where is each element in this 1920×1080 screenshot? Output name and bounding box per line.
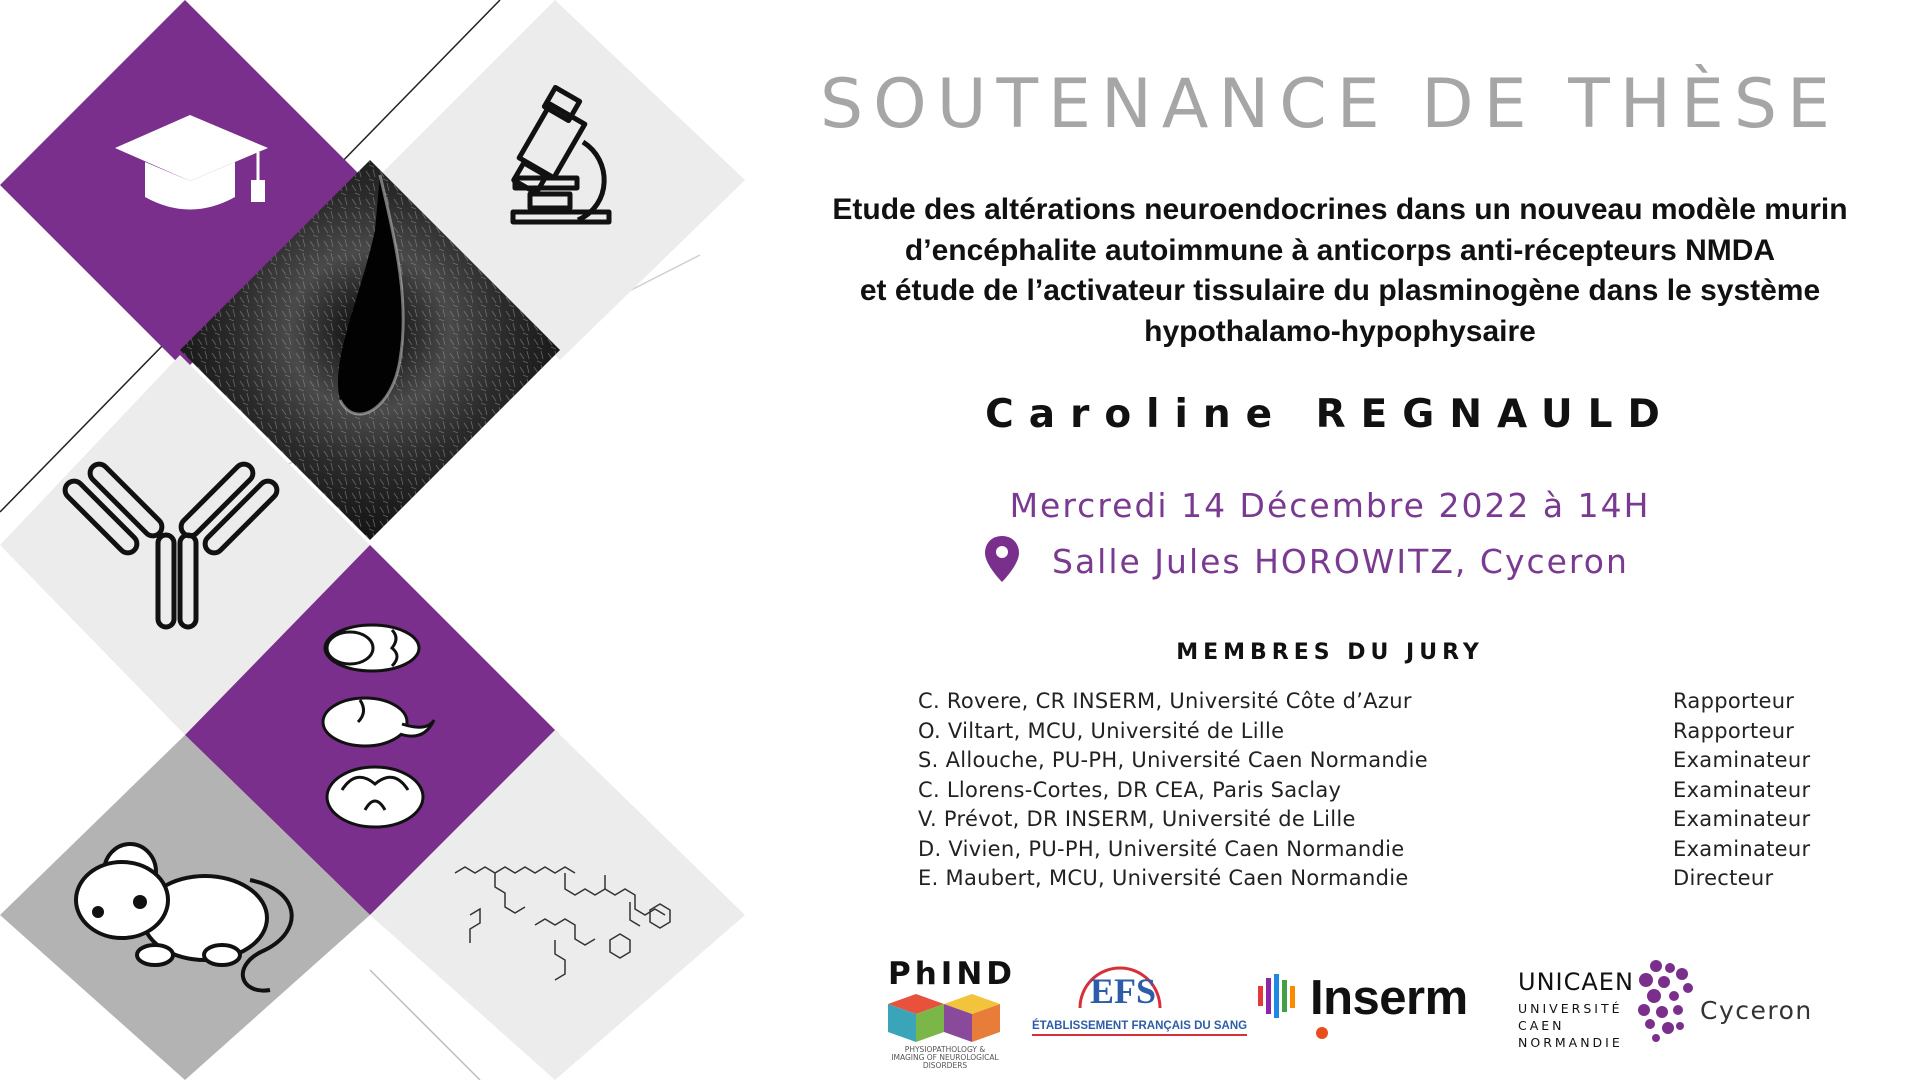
jury-member-role: Rapporteur: [1673, 689, 1795, 713]
jury-member-role: Directeur: [1673, 866, 1774, 890]
phind-logo-text: PhIND: [888, 956, 1017, 992]
thesis-title-line: et étude de l’activateur tissulaire du plasminogène dans le système: [859, 274, 1821, 307]
unicaen-logo-subtitle: [1518, 1000, 1623, 1051]
jury-member: [918, 719, 1818, 749]
jury-member-name: S. Allouche, PU-PH, Université Caen Normandie: [918, 748, 1428, 772]
partner-logos: [770, 950, 1920, 1080]
phind-cube-icon: [888, 992, 1000, 1044]
efs-logo-text: EFS: [1090, 971, 1157, 1011]
inserm-dot-icon: [1315, 1026, 1329, 1040]
jury-member: [918, 866, 1818, 896]
jury-list: [918, 689, 1818, 896]
jury-member: [918, 748, 1818, 778]
thesis-title-line: d’encéphalite autoimmune à anticorps anti-récepteurs NMDA: [904, 233, 1776, 267]
candidate-name: Caroline REGNAULD: [985, 392, 1675, 437]
location-pin-icon: [985, 536, 1019, 582]
inserm-bars-icon: [1258, 972, 1302, 1020]
jury-member-role: Examinateur: [1673, 748, 1811, 772]
jury-member: [918, 807, 1818, 837]
jury-member-role: Examinateur: [1673, 836, 1811, 861]
jury-member-name: O. Viltart, MCU, Université de Lille: [918, 718, 1285, 743]
jury-member: [918, 778, 1818, 808]
cyceron-logo-text: Cyceron: [1700, 996, 1813, 1025]
phind-logo-subtitle: PHYSIOPATHOLOGY & IMAGING OF NEUROLOGICAL DISORDERS: [891, 1045, 999, 1070]
unicaen-sub-line: CAEN: [1518, 1018, 1565, 1033]
jury-member: [918, 837, 1818, 867]
jury-member-role: Examinateur: [1673, 777, 1811, 802]
jury-member: [918, 689, 1818, 719]
content-panel: [770, 0, 1920, 1080]
thesis-title-line: Etude des altérations neuroendocrines dans un nouveau modèle murin: [832, 193, 1848, 226]
jury-member-name: D. Vivien, PU-PH, Université Caen Normandie: [918, 836, 1405, 861]
efs-logo-subtitle: ÉTABLISSEMENT FRANÇAIS DU SANG: [1032, 1020, 1247, 1036]
page-title: SOUTENANCE DE THÈSE: [820, 65, 1840, 144]
location-text: Salle Jules HOROWITZ, Cyceron: [1052, 542, 1629, 581]
unicaen-logo-text: UNICAEN: [1518, 968, 1634, 996]
thesis-title-line: hypothalamo-hypophysaire: [1144, 314, 1536, 348]
decorative-artwork: [0, 0, 760, 1080]
unicaen-sub-line: NORMANDIE: [1518, 1035, 1623, 1050]
jury-member-role: Rapporteur: [1673, 718, 1795, 743]
jury-member-name: V. Prévot, DR INSERM, Université de Lille: [918, 807, 1356, 831]
jury-member-role: Examinateur: [1673, 807, 1811, 831]
jury-member-name: C. Rovere, CR INSERM, Université Côte d’Azur: [918, 689, 1412, 713]
brain-views-icon: [323, 625, 434, 827]
inserm-logo-text: Inserm: [1310, 971, 1468, 1025]
cyceron-dots-icon: [1636, 958, 1700, 1042]
jury-member-name: C. Llorens-Cortes, DR CEA, Paris Saclay: [918, 777, 1342, 802]
jury-heading: MEMBRES DU JURY: [1176, 640, 1484, 665]
unicaen-sub-line: UNIVERSITÉ: [1518, 1001, 1623, 1016]
jury-member-name: E. Maubert, MCU, Université Caen Normandie: [918, 866, 1409, 890]
thesis-title: [800, 190, 1880, 352]
defense-date: Mercredi 14 Décembre 2022 à 14H: [1009, 486, 1651, 525]
phind-logo: [770, 950, 1017, 1080]
